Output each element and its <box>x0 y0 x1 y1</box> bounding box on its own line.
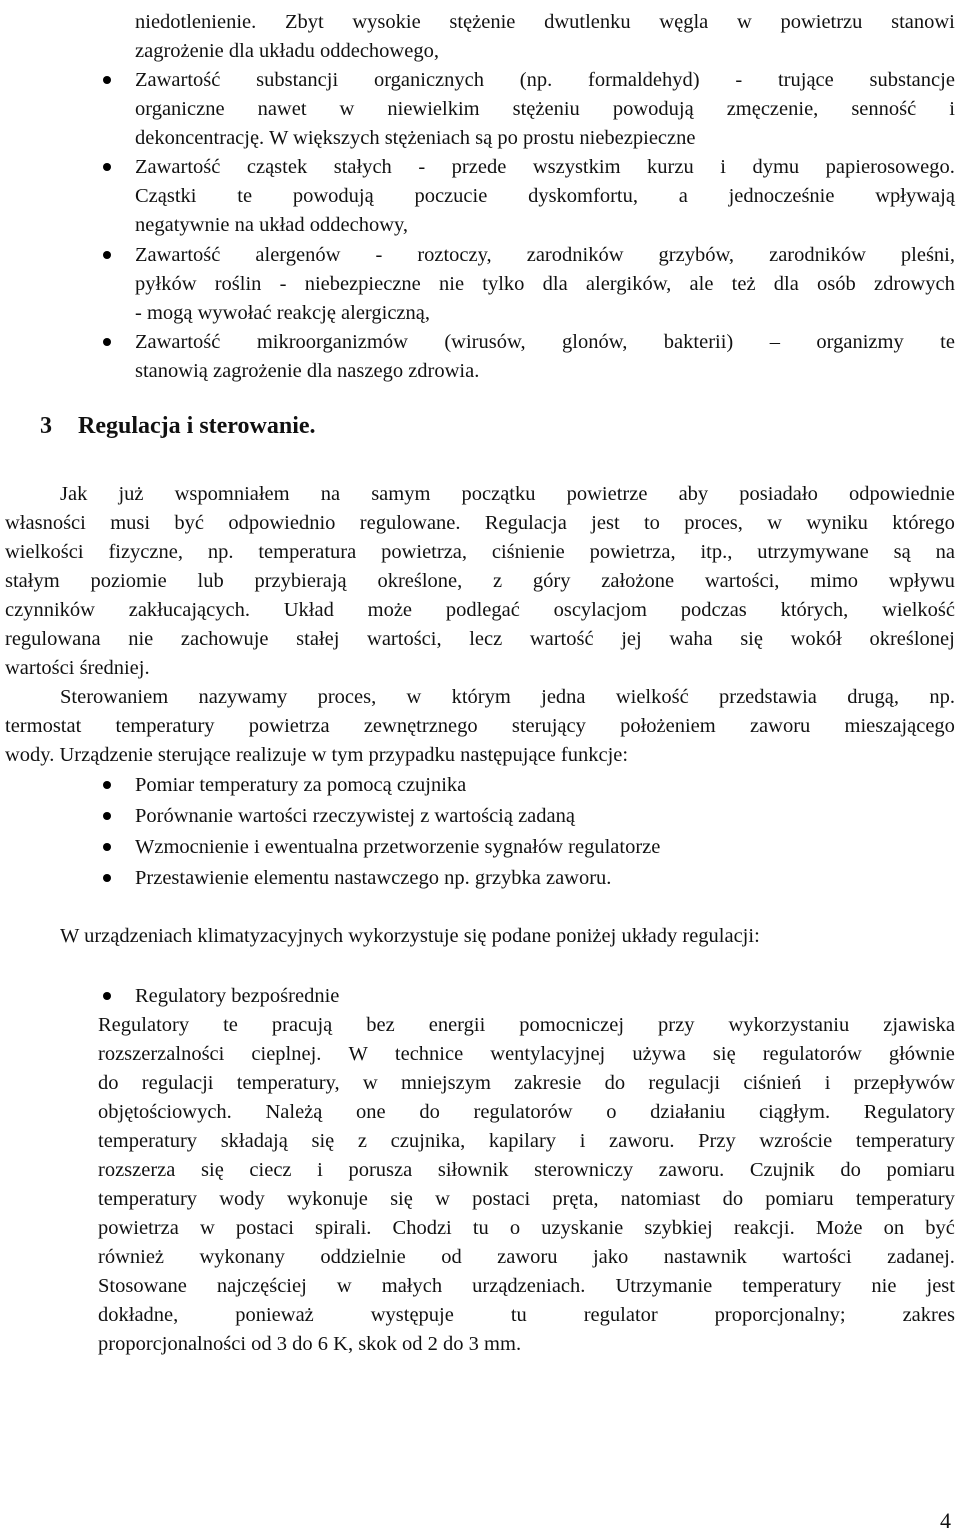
bullet-dot <box>103 338 111 346</box>
paragraph-line: stałym poziomie lub przybierają określone, z góry założone wartości, mimo wpływu <box>5 570 955 592</box>
bullet-dot <box>103 163 111 171</box>
bullet-dot <box>103 843 111 851</box>
bullet-item-line: Zawartość cząstek stałych - przede wszystkim kurzu i dymu papierosowego. <box>135 156 955 178</box>
bullet-dot <box>103 812 111 820</box>
paragraph-line: W urządzeniach klimatyzacyjnych wykorzystuje się podane poniżej układy regulacji: <box>60 925 760 947</box>
bullet-item-line: organiczne nawet w niewielkim stężeniu powodują zmęczenie, senność i <box>135 98 955 120</box>
paragraph-line: temperatury składają się z czujnika, kapilary i zaworu. Przy wzroście temperatury <box>98 1130 955 1152</box>
paragraph-line: rozszerzalności cieplnej. W technice wentylacyjnej używa się regulatorów głównie <box>98 1043 955 1065</box>
paragraph-line: do regulacji temperatury, w mniejszym zakresie do regulacji ciśnień i przepływów <box>98 1072 955 1094</box>
bullet-item-line: negatywnie na układ oddechowy, <box>135 214 409 236</box>
bullet-dot <box>103 992 111 1000</box>
paragraph-line: wartości średniej. <box>5 657 150 679</box>
bullet-item-line: Zawartość mikroorganizmów (wirusów, glonów, bakterii) – organizmy te <box>135 331 955 353</box>
paragraph-line: proporcjonalności od 3 do 6 K, skok od 2 do 3 mm. <box>98 1333 522 1355</box>
section-number: 3 <box>40 413 52 439</box>
paragraph-line: zagrożenie dla układu oddechowego, <box>135 40 439 62</box>
section-heading <box>40 411 316 443</box>
paragraph-line: dokładne, ponieważ występuje tu regulator proporcjonalny; zakres <box>98 1304 955 1326</box>
bullet-dot <box>103 874 111 882</box>
paragraph-line: wielkości fizyczne, np. temperatura powietrza, ciśnienie powietrza, itp., utrzymywane są na <box>5 541 955 563</box>
paragraph-line: Sterowaniem nazywamy proces, w którym jedna wielkość przedstawia drugą, np. <box>60 686 955 708</box>
paragraph-line: regulowana nie zachowuje stałej wartości, lecz wartość jej waha się wokół określonej <box>5 628 955 650</box>
paragraph-line: rozszerza się ciecz i porusza siłownik sterowniczy zaworu. Czujnik do pomiaru <box>98 1159 955 1181</box>
paragraph-line: własności musi być odpowiednio regulowane. Regulacja jest to proces, w wyniku którego <box>5 512 955 534</box>
paragraph-line: Jak już wspomniałem na samym początku powietrze aby posiadało odpowiednie <box>60 483 955 505</box>
paragraph-line: niedotlenienie. Zbyt wysokie stężenie dwutlenku węgla w powietrzu stanowi <box>135 11 955 33</box>
paragraph-line: również wykonany oddzielnie od zaworu jako nastawnik wartości zadanej. <box>98 1246 955 1268</box>
section-title: Regulacja i sterowanie. <box>78 413 316 439</box>
bullet-item-line: - mogą wywołać reakcję alergiczną, <box>135 302 431 324</box>
bullet-dot <box>103 76 111 84</box>
bullet-item-line: Porównanie wartości rzeczywistej z wartością zadaną <box>135 805 575 827</box>
page-number: 4 <box>940 1508 951 1533</box>
paragraph-line: powietrza w postaci spirali. Chodzi tu o uzyskanie szybkiej reakcji. Może on być <box>98 1217 955 1239</box>
paragraph-line: Regulatory te pracują bez energii pomocniczej przy wykorzystaniu zjawiska <box>98 1014 955 1036</box>
bullet-item-line: stanowią zagrożenie dla naszego zdrowia. <box>135 360 480 382</box>
paragraph-line: objętościowych. Należą one do regulatorów o działaniu ciągłym. Regulatory <box>98 1101 955 1123</box>
bullet-item-line: Zawartość alergenów - roztoczy, zarodników grzybów, zarodników pleśni, <box>135 244 955 266</box>
bullet-item-line: Przestawienie elementu nastawczego np. grzybka zaworu. <box>135 867 612 889</box>
paragraph-line: wody. Urządzenie sterujące realizuje w tym przypadku następujące funkcje: <box>5 744 629 766</box>
paragraph-line: czynników zakłucających. Układ może podlegać oscylacjom podczas których, wielkość <box>5 599 955 621</box>
paragraph-line: termostat temperatury powietrza zewnętrznego sterujący położeniem zaworu mieszającego <box>5 715 955 737</box>
paragraph-line: temperatury wody wykonuje się w postaci pręta, natomiast do pomiaru temperatury <box>98 1188 955 1210</box>
bullet-dot <box>103 781 111 789</box>
bullet-item-line: Pomiar temperatury za pomocą czujnika <box>135 774 467 796</box>
bullet-item-line: Cząstki te powodują poczucie dyskomfortu, a jednocześnie wpływają <box>135 185 955 207</box>
bullet-item-line: dekoncentrację. W większych stężeniach są po prostu niebezpieczne <box>135 127 696 149</box>
bullet-dot <box>103 251 111 259</box>
paragraph-line: Stosowane najczęściej w małych urządzeniach. Utrzymanie temperatury nie jest <box>98 1275 955 1297</box>
bullet-item-line: Wzmocnienie i ewentualna przetworzenie sygnałów regulatorze <box>135 836 661 858</box>
bullet-item-line: pyłków roślin - niebezpieczne nie tylko dla alergików, ale też dla osób zdrowych <box>135 273 955 295</box>
bullet-item-line: Regulatory bezpośrednie <box>135 985 340 1007</box>
bullet-item-line: Zawartość substancji organicznych (np. formaldehyd) - trujące substancje <box>135 69 955 91</box>
